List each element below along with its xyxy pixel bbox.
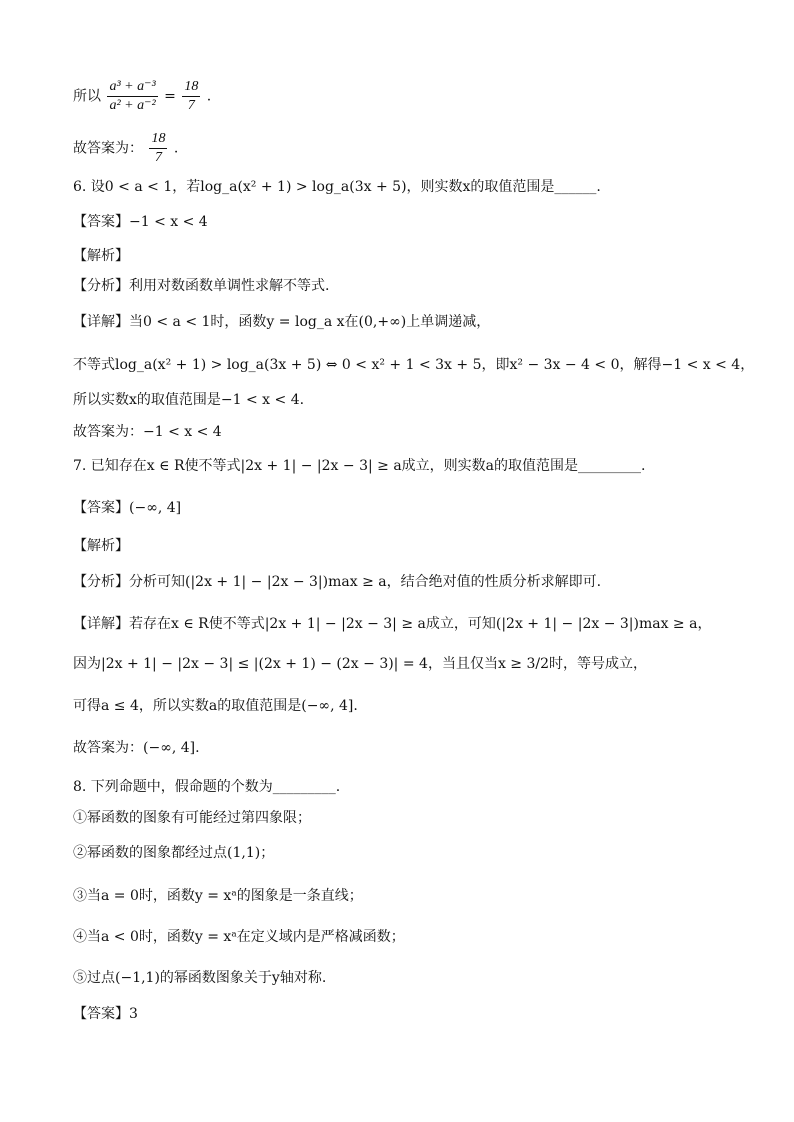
- fraction-denominator: 7: [187, 98, 195, 113]
- answer-fraction: [182, 78, 200, 115]
- answer-fraction: [149, 130, 167, 167]
- detail-6-line-1: 【详解】当0 < a < 1时，函数y = log_a x在(0,+∞)上单调递减，: [73, 314, 491, 330]
- fraction-denominator: 7: [154, 150, 162, 165]
- fraction-numerator: 18: [182, 78, 200, 97]
- answer-7: 【答案】(−∞, 4]: [73, 500, 182, 516]
- analysis-heading-6: 【解析】: [73, 248, 129, 264]
- analysis-6: 【分析】利用对数函数单调性求解不等式.: [73, 278, 330, 294]
- line-ratio-result: 所以 $\frac{\text{a³ + a⁻³}}{\text{a² + a⁻²}}$ = $\frac{18}{7}$ .: [73, 79, 212, 113]
- question-6: 6. 设0 < a < 1，若log_a(x² + 1) > log_a(3x + 5)，则实数x的取值范围是______.: [73, 179, 601, 195]
- line-answer-1: [73, 130, 178, 167]
- proposition-3: ③当a = 0时，函数y = xᵃ的图象是一条直线；: [73, 888, 363, 904]
- ratio-fraction: [107, 78, 157, 115]
- answer-6: 【答案】−1 < x < 4: [73, 214, 208, 230]
- question-7: 7. 已知存在x ∈ R使不等式|2x + 1| − |2x − 3| ≥ a成立，则实数a的取值范围是_________.: [73, 458, 646, 474]
- line-text: 故答案为：: [73, 140, 143, 157]
- question-8: 8. 下列命题中，假命题的个数为_________.: [73, 779, 341, 795]
- fraction-numerator: a³ + a⁻³: [107, 78, 157, 97]
- detail-7-line-1: 【详解】若存在x ∈ R使不等式|2x + 1| − |2x − 3| ≥ a成立，可知(|2x + 1| − |2x − 3|)max ≥ a，: [73, 616, 712, 632]
- proposition-5: ⑤过点(−1,1)的幂函数图象关于y轴对称.: [73, 970, 327, 986]
- analysis-7: 【分析】分析可知(|2x + 1| − |2x − 3|)max ≥ a，结合绝对值的性质分析求解即可.: [73, 574, 602, 590]
- proposition-1: ①幂函数的图象有可能经过第四象限；: [73, 810, 311, 826]
- line-suffix: .: [173, 140, 179, 157]
- proposition-2: ②幂函数的图象都经过点(1,1)；: [73, 845, 275, 861]
- proposition-4: ④当a < 0时，函数y = xᵃ在定义域内是严格减函数；: [73, 929, 405, 945]
- fraction-numerator: 18: [149, 130, 167, 149]
- detail-7-line-3: 可得a ≤ 4，所以实数a的取值范围是(−∞, 4].: [73, 698, 358, 714]
- fraction-denominator: a² + a⁻²: [109, 98, 156, 113]
- detail-7-line-2: 因为|2x + 1| − |2x − 3| ≤ |(2x + 1) − (2x − 3)| = 4，当且仅当x ≥ 3/2时，等号成立，: [73, 656, 647, 672]
- final-answer-6: 故答案为：−1 < x < 4: [73, 424, 222, 440]
- detail-6-line-3: 所以实数x的取值范围是−1 < x < 4.: [73, 392, 305, 408]
- answer-8: 【答案】3: [73, 1006, 138, 1022]
- detail-6-line-2: 不等式log_a(x² + 1) > log_a(3x + 5) ⇔ 0 < x² + 1 < 3x + 5，即x² − 3x − 4 < 0，解得−1 < x < 4，: [73, 357, 755, 373]
- line-prefix: 所以: [73, 88, 101, 105]
- final-answer-7: 故答案为：(−∞, 4].: [73, 740, 200, 756]
- analysis-heading-7: 【解析】: [73, 538, 129, 554]
